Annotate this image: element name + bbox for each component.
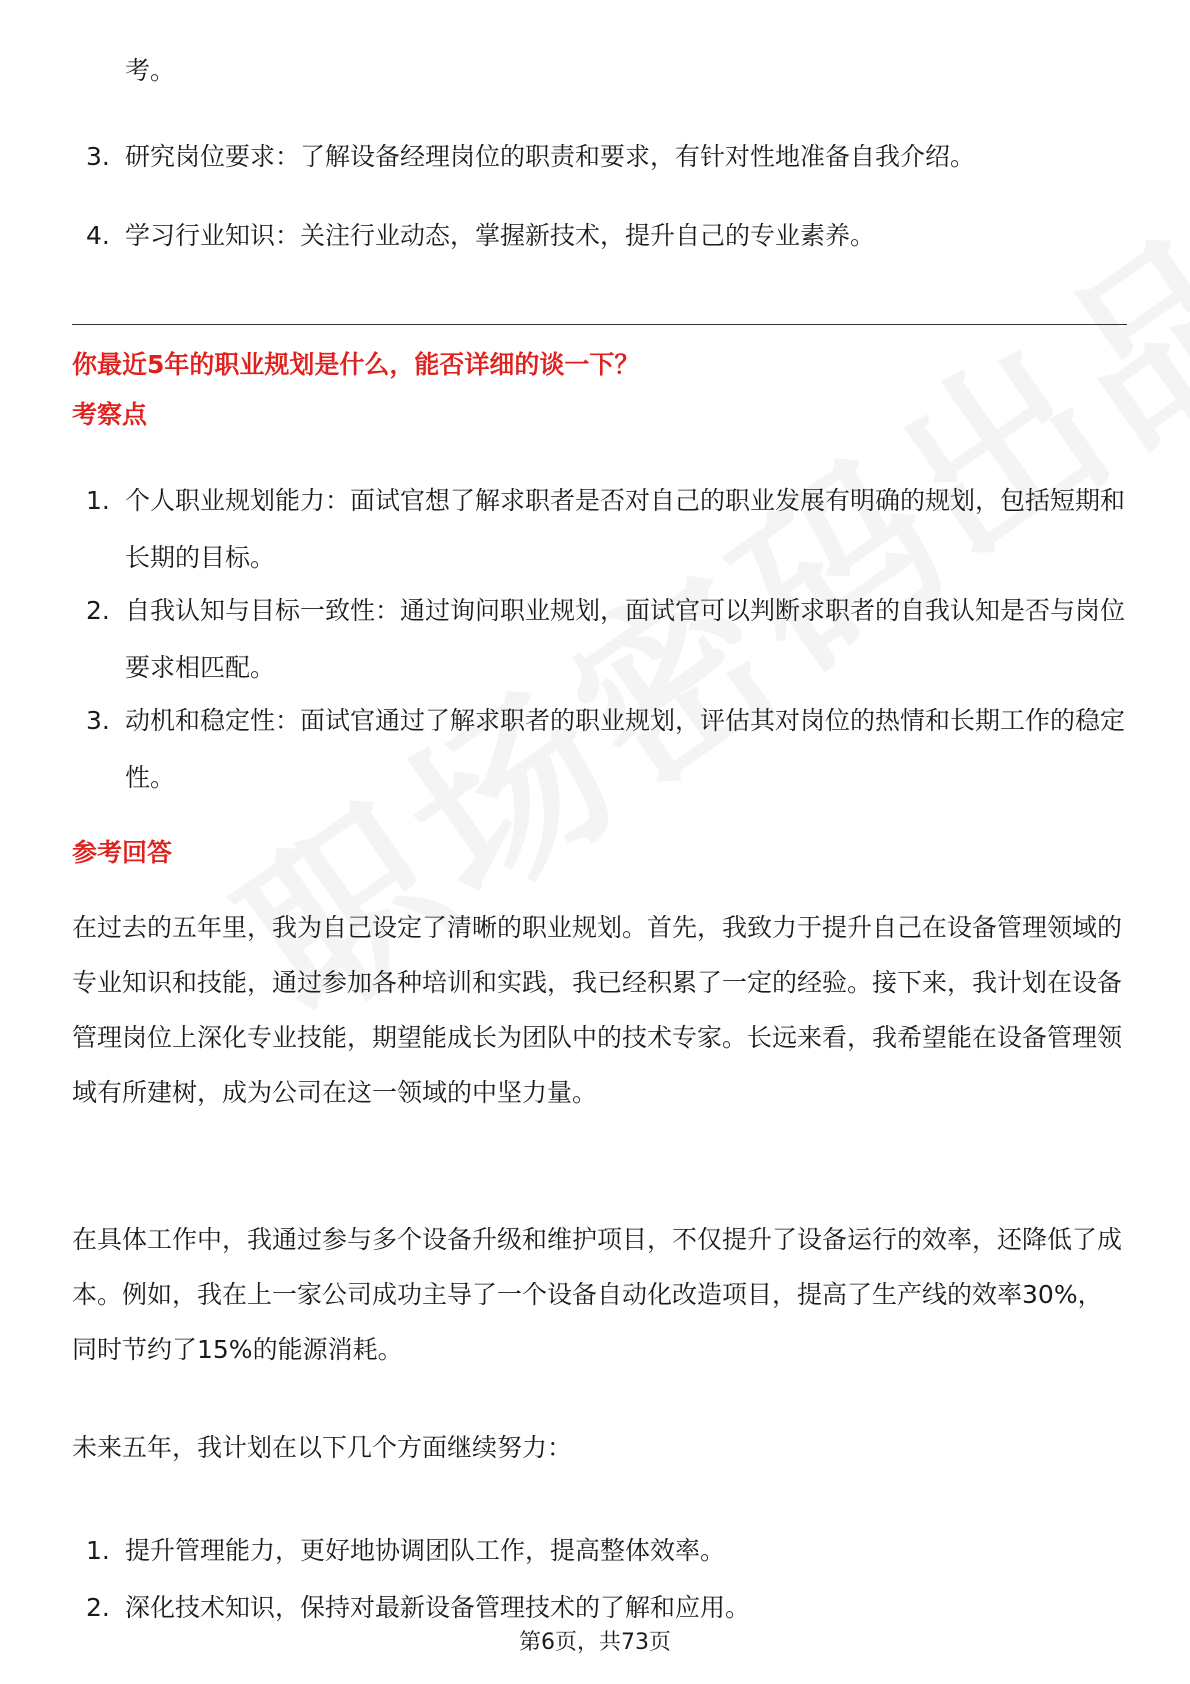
list-number: 1.: [86, 486, 110, 515]
list-item: [72, 472, 1127, 582]
answer-paragraph: 在具体工作中，我通过参与多个设备升级和维护项目，不仅提升了设备运行的效率，还降低了成本。例如，我在上一家公司成功主导了一个设备自动化改造项目，提高了生产线的效率30%，同时节约了15%的能源消耗。: [72, 1225, 1123, 1364]
list-item: [72, 692, 1127, 802]
page-footer: 第6页，共73页: [519, 1630, 671, 1655]
list-text: 提升管理能力，更好地协调团队工作，提高整体效率。: [125, 1536, 726, 1565]
section-divider: [72, 324, 1127, 325]
list-number: 3.: [86, 142, 110, 171]
answer-heading: 参考回答: [72, 838, 173, 867]
list-item: [72, 128, 1127, 185]
points-heading: 考察点: [72, 400, 148, 429]
list-number: 3.: [86, 706, 110, 735]
answer-paragraph: 在过去的五年里，我为自己设定了清晰的职业规划。首先，我致力于提升自己在设备管理领域的专业知识和技能，通过参加各种培训和实践，我已经积累了一定的经验。接下来，我计划在设备管理岗位上深化专业技能，期望能成长为团队中的技术专家。长远来看，我希望能在设备管理领域有所建树，成为公司在这一领域的中坚力量。: [72, 913, 1123, 1107]
list-text: 自我认知与目标一致性：通过询问职业规划，面试官可以判断求职者的自我认知是否与岗位要求相匹配。: [125, 596, 1126, 682]
prep-list: [72, 128, 1127, 286]
plan-list: [72, 1522, 1127, 1636]
list-text: 研究岗位要求：了解设备经理岗位的职责和要求，有针对性地准备自我介绍。: [125, 142, 976, 171]
list-item: [72, 1522, 1127, 1579]
list-number: 4.: [86, 221, 110, 250]
list-item: [72, 582, 1127, 692]
list-text: 动机和稳定性：面试官通过了解求职者的职业规划，评估其对岗位的热情和长期工作的稳定性。: [125, 706, 1126, 792]
continued-text: 考。: [125, 56, 176, 85]
list-item: [72, 207, 1127, 264]
list-text: 个人职业规划能力：面试官想了解求职者是否对自己的职业发展有明确的规划，包括短期和长期的目标。: [125, 486, 1126, 572]
list-number: 2.: [86, 596, 110, 625]
list-text: 学习行业知识：关注行业动态，掌握新技术，提升自己的专业素养。: [125, 221, 876, 250]
list-number: 1.: [86, 1536, 110, 1565]
list-text: 深化技术知识，保持对最新设备管理技术的了解和应用。: [125, 1593, 751, 1622]
question-heading: 你最近5年的职业规划是什么，能否详细的谈一下？: [72, 350, 640, 379]
points-list: [72, 472, 1127, 802]
list-number: 2.: [86, 1593, 110, 1622]
answer-paragraph: 未来五年，我计划在以下几个方面继续努力：: [72, 1433, 573, 1462]
